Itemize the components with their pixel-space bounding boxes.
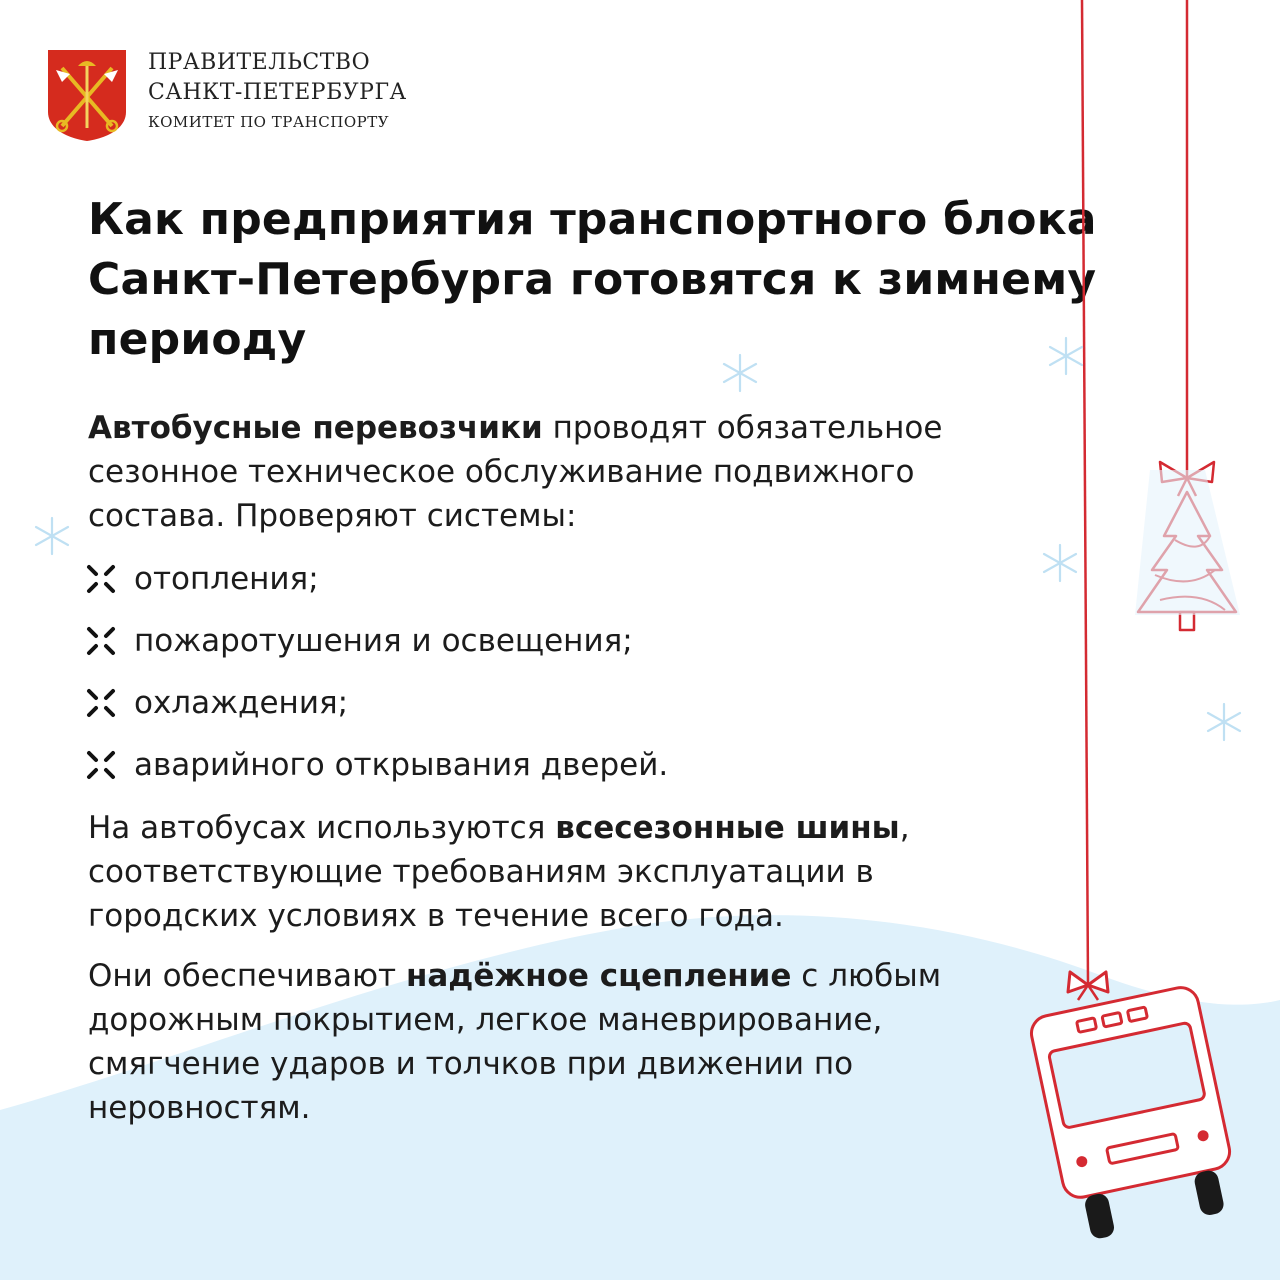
grip-text-after: с любым дорожным покрытием, легкое маневрирование, смягчение ударов и толчков при движении по неровностям. <box>88 958 942 1126</box>
list-item-label: аварийного открывания дверей. <box>134 747 669 783</box>
bullet-marker-icon <box>86 750 116 780</box>
list-item-label: пожаротушения и освещения; <box>134 623 633 659</box>
list-item <box>86 734 668 796</box>
list-item-label: отопления; <box>134 561 319 597</box>
city-emblem-icon <box>46 48 128 142</box>
org-name <box>148 48 407 136</box>
bullet-marker-icon <box>86 626 116 656</box>
intro-paragraph <box>88 406 1048 538</box>
page-title: Как предприятия транспортного блока Санкт-Петербурга готовятся к зимнему периоду <box>88 194 1097 365</box>
grip-bold: надёжное сцепление <box>405 958 792 994</box>
tires-text-after: , соответствующие требованиям эксплуатации в городских условиях в течение всего года. <box>88 810 910 934</box>
systems-list <box>86 548 668 796</box>
org-line-2: САНКТ-ПЕТЕРБУРГА <box>148 80 407 105</box>
header <box>46 48 407 142</box>
bullet-marker-icon <box>86 688 116 718</box>
intro-text: проводят обязательное сезонное техническое обслуживание подвижного состава. Проверяют системы: <box>88 410 943 534</box>
org-line-3: КОМИТЕТ ПО ТРАНСПОРТУ <box>148 113 390 131</box>
tires-paragraph <box>88 806 1048 938</box>
tires-text-before: На автобусах используются <box>88 810 556 846</box>
grip-paragraph <box>88 954 1048 1130</box>
list-item <box>86 610 668 672</box>
bullet-marker-icon <box>86 564 116 594</box>
grip-text-before: Они обеспечивают <box>88 958 406 994</box>
tires-bold: всесезонные шины <box>555 810 900 846</box>
list-item <box>86 548 668 610</box>
list-item-label: охлаждения; <box>134 685 349 721</box>
intro-bold: Автобусные перевозчики <box>88 410 543 446</box>
org-line-1: ПРАВИТЕЛЬСТВО <box>148 50 371 75</box>
list-item <box>86 672 668 734</box>
